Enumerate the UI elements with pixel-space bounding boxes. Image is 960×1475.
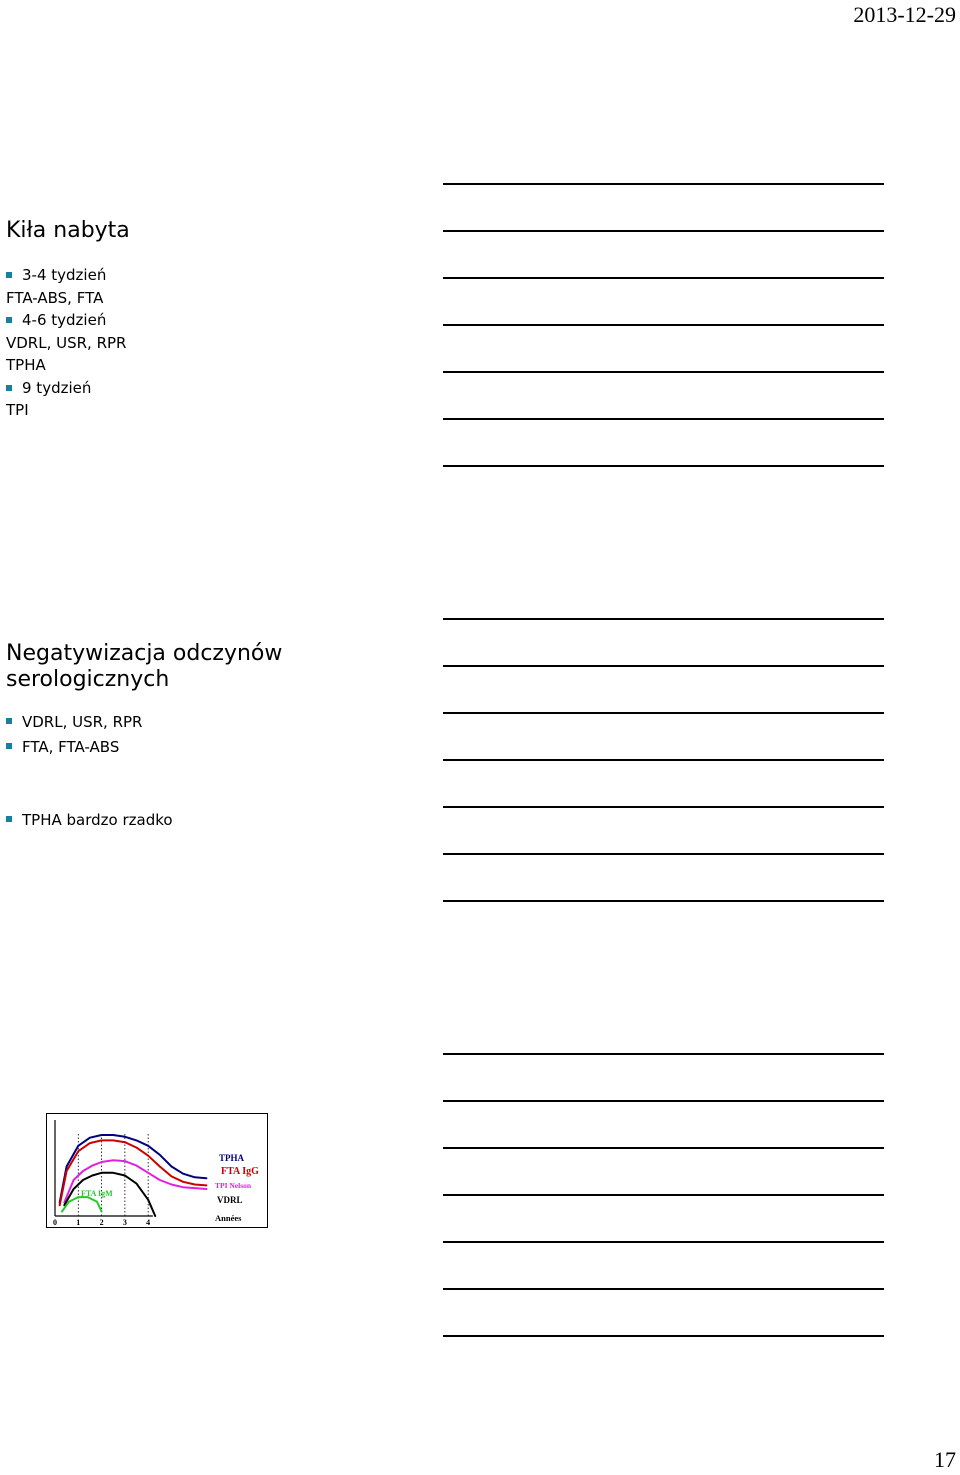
x-tick-label: 0	[53, 1218, 57, 1227]
list-item: TPHA bardzo rzadko	[6, 808, 282, 833]
note-line	[443, 183, 884, 185]
note-line	[443, 1147, 884, 1149]
note-line	[443, 806, 884, 808]
note-line	[443, 324, 884, 326]
note-line	[443, 465, 884, 467]
x-tick-label: 4	[146, 1218, 151, 1227]
note-line	[443, 759, 884, 761]
list-item: TPHA	[6, 356, 46, 374]
list-item: 3-4 tydzień	[6, 264, 130, 287]
list-item: TPI	[6, 401, 29, 419]
x-axis-label: Années	[215, 1213, 242, 1223]
list-item: 9 tydzień	[6, 377, 130, 400]
note-line	[443, 1335, 884, 1337]
series-label: TPHA	[219, 1153, 245, 1163]
list-item: VDRL, USR, RPR	[6, 710, 282, 735]
note-line	[443, 371, 884, 373]
slide-2-title-line-2: serologicznych	[6, 667, 170, 692]
note-line	[443, 230, 884, 232]
series-label: FTA IgG	[221, 1166, 259, 1177]
note-line	[443, 277, 884, 279]
note-line	[443, 618, 884, 620]
note-line	[443, 1194, 884, 1196]
note-line	[443, 418, 884, 420]
note-line	[443, 853, 884, 855]
list-item: FTA, FTA-ABS	[6, 735, 282, 760]
slide-2-title-line-1: Negatywizacja odczynów	[6, 641, 283, 666]
note-line	[443, 1053, 884, 1055]
x-tick-label: 1	[76, 1218, 81, 1227]
slide-2-list	[6, 710, 282, 833]
note-line	[443, 1288, 884, 1290]
series-label: FTA IgM	[81, 1189, 113, 1198]
x-tick-label: 3	[122, 1218, 127, 1227]
list-item: FTA-ABS, FTA	[6, 288, 104, 307]
page-number: 17	[934, 1447, 956, 1472]
slide-1	[6, 218, 130, 422]
list-item: VDRL, USR, RPR	[6, 333, 127, 352]
series-label: TPI Nelson	[215, 1181, 252, 1190]
note-line	[443, 1100, 884, 1102]
serology-chart	[46, 1113, 268, 1228]
series-label: VDRL	[217, 1195, 243, 1205]
slide-2	[6, 641, 282, 833]
print-date: 2013-12-29	[853, 2, 956, 27]
note-line	[443, 665, 884, 667]
chart-canvas	[47, 1114, 267, 1227]
note-line	[443, 1241, 884, 1243]
slide-2-title	[6, 641, 282, 693]
x-tick-label: 2	[99, 1218, 104, 1227]
note-line	[443, 712, 884, 714]
slide-1-title: Kiła nabyta	[6, 218, 130, 243]
note-line	[443, 900, 884, 902]
slide-1-list	[6, 264, 130, 422]
list-item: 4-6 tydzień	[6, 309, 130, 332]
